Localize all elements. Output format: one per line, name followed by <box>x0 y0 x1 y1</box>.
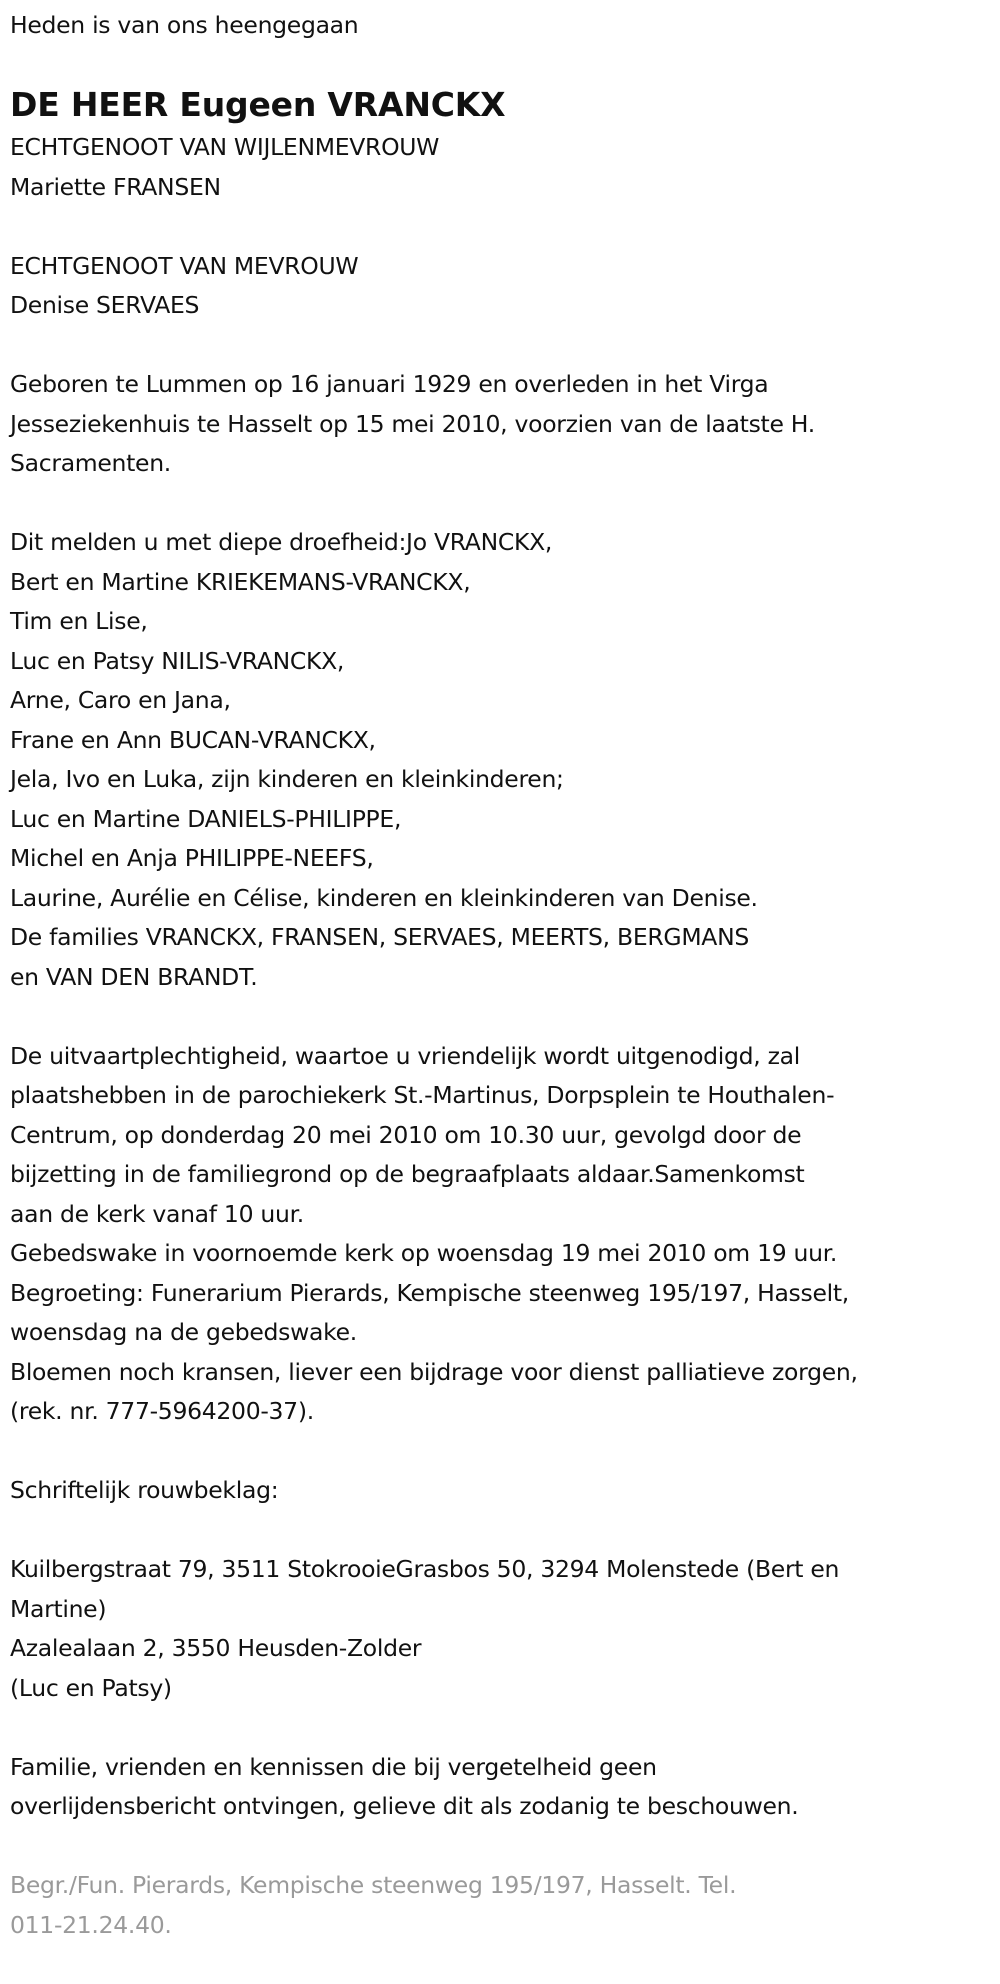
notice-line: Schriftelijk rouwbeklag: <box>10 1476 279 1504</box>
blank-line <box>10 1708 995 1748</box>
notice-line: Bloemen noch kransen, liever een bijdrage voor dienst palliatieve zorgen, <box>10 1357 858 1386</box>
notice-line: Geboren te Lummen op 16 januari 1929 en overleden in het Virga <box>10 370 769 398</box>
notice-line: woensdag na de gebedswake. <box>10 1318 357 1346</box>
notice-line: Martine) <box>10 1594 107 1623</box>
notice-line: plaatshebben in de parochiekerk St.-Martinus, Dorpsplein te Houthalen- <box>10 1081 835 1109</box>
notice-line: bijzetting in de familiegrond op de begraafplaats aldaar.Samenkomst <box>10 1160 805 1188</box>
notice-line: Heden is van ons heengegaan <box>10 11 359 39</box>
funeral-home-footer-line: 011-21.24.40. <box>10 1910 172 1939</box>
notice-line: (Luc en Patsy) <box>10 1673 172 1702</box>
blank-line <box>10 997 995 1037</box>
blank-line <box>10 207 995 247</box>
notice-line: Frane en Ann BUCAN-VRANCKX, <box>10 725 376 754</box>
notice-line: Familie, vrienden en kennissen die bij vergetelheid geen <box>10 1752 657 1781</box>
notice-line: ECHTGENOOT VAN WIJLENMEVROUW <box>10 133 440 161</box>
notice-line: Dit melden u met diepe droefheid:Jo VRANCKX, <box>10 528 553 556</box>
notice-line: Sacramenten. <box>10 449 171 477</box>
notice-line: Luc en Patsy NILIS-VRANCKX, <box>10 646 345 675</box>
blank-line <box>10 1432 995 1472</box>
notice-line: Centrum, op donderdag 20 mei 2010 om 10.30 uur, gevolgd door de <box>10 1120 802 1149</box>
notice-line: en VAN DEN BRANDT. <box>10 962 258 991</box>
blank-line <box>10 46 995 86</box>
deceased-name-title: DE HEER Eugeen VRANCKX <box>10 85 506 124</box>
blank-line <box>10 1511 995 1551</box>
death-notice <box>10 6 995 1945</box>
notice-line: De families VRANCKX, FRANSEN, SERVAES, MEERTS, BERGMANS <box>10 923 749 951</box>
notice-line: Bert en Martine KRIEKEMANS-VRANCKX, <box>10 567 471 596</box>
notice-line: De uitvaartplechtigheid, waartoe u vriendelijk wordt uitgenodigd, zal <box>10 1041 800 1070</box>
blank-line <box>10 484 995 524</box>
notice-line: Kuilbergstraat 79, 3511 StokrooieGrasbos 50, 3294 Molenstede (Bert en <box>10 1555 840 1583</box>
notice-line: Gebedswake in voornoemde kerk op woensdag 19 mei 2010 om 19 uur. <box>10 1239 838 1267</box>
notice-line: overlijdensbericht ontvingen, gelieve dit als zodanig te beschouwen. <box>10 1792 799 1820</box>
notice-line: (rek. nr. 777-5964200-37). <box>10 1397 314 1425</box>
notice-line: Tim en Lise, <box>10 607 148 635</box>
notice-line: Jesseziekenhuis te Hasselt op 15 mei 2010, voorzien van de laatste H. <box>10 409 815 438</box>
notice-line: Jela, Ivo en Luka, zijn kinderen en kleinkinderen; <box>10 765 564 793</box>
notice-line: ECHTGENOOT VAN MEVROUW <box>10 251 359 280</box>
notice-line: Denise SERVAES <box>10 291 200 319</box>
blank-line <box>10 326 995 366</box>
blank-line <box>10 1827 995 1867</box>
notice-line: aan de kerk vanaf 10 uur. <box>10 1199 304 1228</box>
notice-line: Mariette FRANSEN <box>10 172 221 201</box>
notice-line: Michel en Anja PHILIPPE-NEEFS, <box>10 844 374 872</box>
notice-line: Begroeting: Funerarium Pierards, Kempische steenweg 195/197, Hasselt, <box>10 1278 849 1307</box>
notice-line: Azalealaan 2, 3550 Heusden-Zolder <box>10 1634 422 1662</box>
notice-line: Arne, Caro en Jana, <box>10 686 231 714</box>
notice-line: Laurine, Aurélie en Célise, kinderen en kleinkinderen van Denise. <box>10 883 758 912</box>
funeral-home-footer-line: Begr./Fun. Pierards, Kempische steenweg 195/197, Hasselt. Tel. <box>10 1871 737 1899</box>
notice-line: Luc en Martine DANIELS-PHILIPPE, <box>10 804 402 833</box>
